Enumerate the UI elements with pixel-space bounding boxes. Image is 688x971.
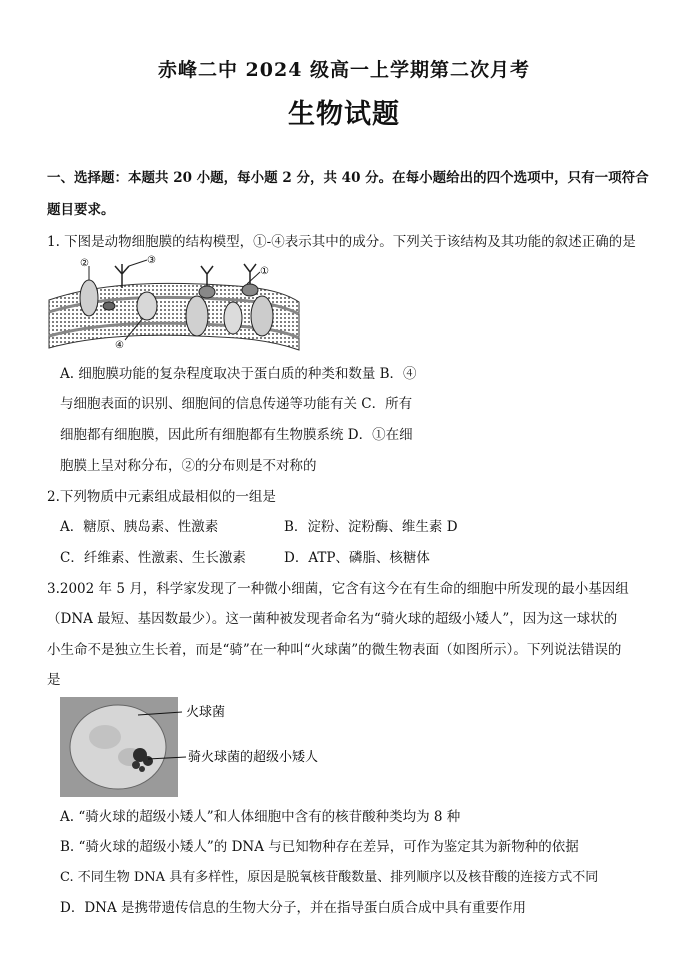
- q3-line-1: 3.2002 年 5 月，科学家发现了一种微小细菌，它含有这今在有生命的细胞中所发现的最小基因组: [47, 581, 629, 597]
- label-fireball: 火球菌: [186, 705, 226, 720]
- figure-label-1: ①: [260, 266, 269, 277]
- q1-line-3: 细胞都有细胞膜，因此所有细胞都有生物膜系统 D．①在细: [60, 427, 413, 443]
- q2-stem: 2.下列物质中元素组成最相似的一组是: [47, 489, 276, 505]
- q3-option-c: C. 不同生物 DNA 具有多样性，原因是脱氧核苷酸数量、排列顺序以及核苷酸的连接方式不同: [60, 870, 599, 885]
- section-heading-line1: 一、选择题：本题共 20 小题，每小题 2 分，共 40 分。在每小题给出的四个选项中，只有一项符合: [47, 170, 649, 186]
- q2-option-d: D．ATP、磷脂、核糖体: [284, 550, 430, 566]
- q3-line-4: 是: [47, 672, 61, 688]
- q3-line-2: （DNA 最短、基因数最少）。这一菌种被发现者命名为“骑火球的超级小矮人”，因为这一球状的: [47, 611, 618, 627]
- label-dwarf: 骑火球菌的超级小矮人: [188, 750, 319, 765]
- q1-line-2: 与细胞表面的识别、细胞间的信息传递等功能有关 C．所有: [60, 396, 413, 412]
- q3-option-b: B. “骑火球的超级小矮人”的 DNA 与已知物种存在差异，可作为鉴定其为新物种的依据: [60, 839, 579, 855]
- q1-line-1: A. 细胞膜功能的复杂程度取决于蛋白质的种类和数量 B．④: [60, 366, 417, 382]
- q3-option-a: A. “骑火球的超级小矮人”和人体细胞中含有的核苷酸种类均为 8 种: [60, 809, 461, 825]
- figure-label-2: ②: [80, 258, 89, 269]
- q3-line-3: 小生命不是独立生长着，而是“骑”在一种叫“火球菌”的微生物表面（如图所示）。下列说法错误的: [47, 642, 622, 658]
- cell-membrane-figure: [47, 252, 302, 356]
- q2-option-b: B．淀粉、淀粉酶、维生素 D: [284, 519, 458, 535]
- q2-option-a: A．糖原、胰岛素、性激素: [60, 519, 219, 535]
- section-heading-line2: 题目要求。: [47, 202, 115, 218]
- fireball-bacteria-figure: [60, 697, 350, 797]
- q3-option-d: D．DNA 是携带遗传信息的生物大分子，并在指导蛋白质合成中具有重要作用: [60, 900, 526, 916]
- exam-subject: 生物试题: [288, 99, 400, 130]
- q1-line-4: 胞膜上呈对称分布，②的分布则是不对称的: [60, 458, 317, 474]
- figure-label-3: ③: [147, 255, 156, 266]
- q2-option-c: C．纤维素、性激素、生长激素: [60, 550, 246, 566]
- exam-title: 赤峰二中 2024 级高一上学期第二次月考: [157, 59, 531, 81]
- figure-label-4: ④: [115, 340, 124, 351]
- q1-stem: 1. 下图是动物细胞膜的结构模型，①-④表示其中的成分。下列关于该结构及其功能的叙述正确的是: [47, 234, 636, 250]
